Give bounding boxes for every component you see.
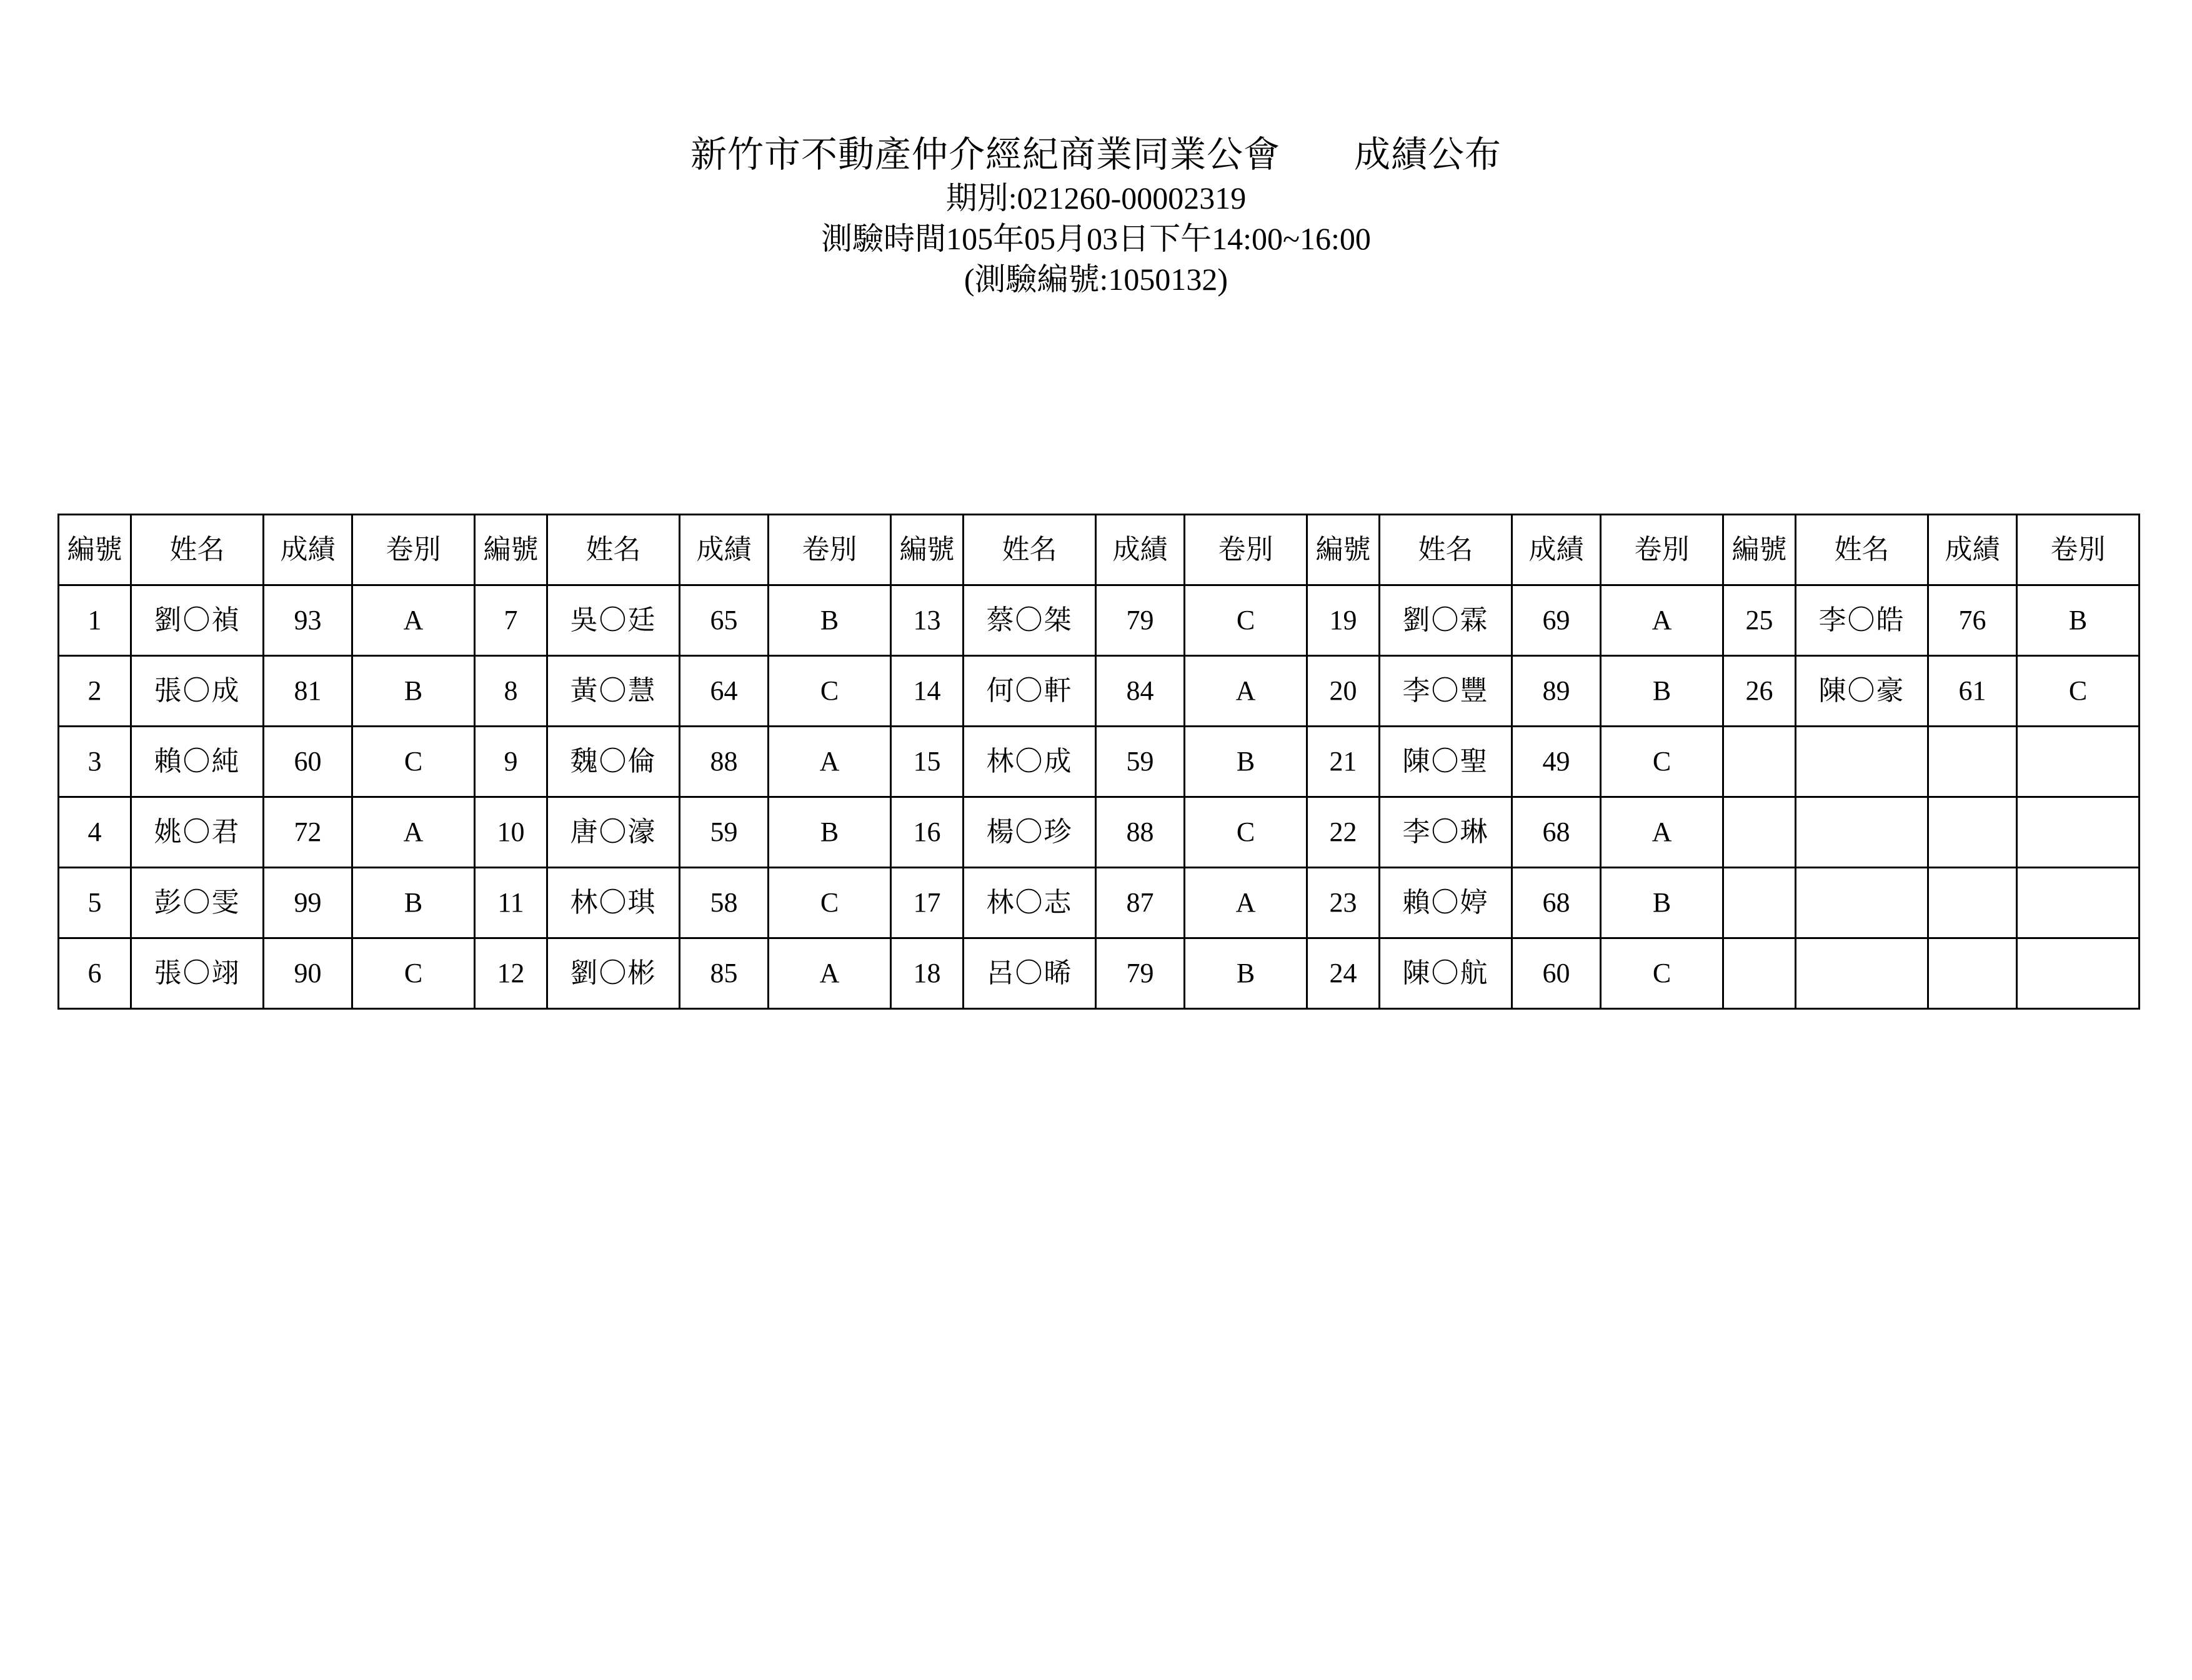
cell-id: 21 bbox=[1307, 727, 1380, 797]
cell-paper: B bbox=[352, 868, 475, 938]
cell-paper: C bbox=[769, 868, 891, 938]
document-title: 新竹市不動產仲介經紀商業同業公會 成績公布 bbox=[690, 134, 1502, 175]
results-table-head bbox=[59, 515, 2140, 585]
cell-score: 68 bbox=[1512, 797, 1601, 868]
cell-name: 陳〇豪 bbox=[1796, 656, 1928, 727]
cell-paper: B bbox=[1185, 727, 1307, 797]
cell-score: 60 bbox=[264, 727, 352, 797]
cell-paper: A bbox=[352, 585, 475, 656]
column-header-score: 成績 bbox=[264, 515, 352, 585]
cell-name: 吳〇廷 bbox=[547, 585, 680, 656]
cell-name: 魏〇倫 bbox=[547, 727, 680, 797]
cell-score: 87 bbox=[1096, 868, 1185, 938]
cell-score: 81 bbox=[264, 656, 352, 727]
cell-name: 陳〇聖 bbox=[1380, 727, 1512, 797]
results-table-wrapper bbox=[57, 514, 2138, 1010]
cell-score: 88 bbox=[1096, 797, 1185, 868]
cell-score: 59 bbox=[1096, 727, 1185, 797]
cell-name: 蔡〇桀 bbox=[964, 585, 1096, 656]
cell-id: 4 bbox=[59, 797, 131, 868]
cell-score: 79 bbox=[1096, 938, 1185, 1009]
cell-name: 劉〇彬 bbox=[547, 938, 680, 1009]
cell-paper: B bbox=[2017, 585, 2140, 656]
cell-score: 59 bbox=[680, 797, 769, 868]
cell-paper: B bbox=[1185, 938, 1307, 1009]
cell-name bbox=[1796, 868, 1928, 938]
cell-paper bbox=[2017, 727, 2140, 797]
cell-name: 彭〇雯 bbox=[131, 868, 264, 938]
column-header-paper: 卷別 bbox=[352, 515, 475, 585]
cell-id: 24 bbox=[1307, 938, 1380, 1009]
cell-score: 69 bbox=[1512, 585, 1601, 656]
cell-paper: C bbox=[1185, 797, 1307, 868]
cell-name: 李〇豐 bbox=[1380, 656, 1512, 727]
cell-name: 林〇琪 bbox=[547, 868, 680, 938]
column-header-score: 成績 bbox=[1096, 515, 1185, 585]
cell-id: 15 bbox=[891, 727, 964, 797]
cell-score bbox=[1928, 797, 2017, 868]
exam-time-line: 測驗時間105年05月03日下午14:00~16:00 bbox=[821, 221, 1371, 257]
cell-paper: B bbox=[769, 585, 891, 656]
cell-name: 劉〇禎 bbox=[131, 585, 264, 656]
cell-score: 99 bbox=[264, 868, 352, 938]
cell-id: 22 bbox=[1307, 797, 1380, 868]
exam-number-line: (測驗編號:1050132) bbox=[964, 262, 1228, 297]
cell-paper: B bbox=[769, 797, 891, 868]
cell-name bbox=[1796, 938, 1928, 1009]
cell-paper: A bbox=[769, 938, 891, 1009]
column-header-score: 成績 bbox=[680, 515, 769, 585]
table-row bbox=[59, 727, 2140, 797]
period-line: 期別:021260-00002319 bbox=[945, 181, 1247, 216]
table-row bbox=[59, 656, 2140, 727]
cell-id: 5 bbox=[59, 868, 131, 938]
cell-paper: A bbox=[1185, 656, 1307, 727]
cell-score: 58 bbox=[680, 868, 769, 938]
column-header-id: 編號 bbox=[1307, 515, 1380, 585]
cell-id: 1 bbox=[59, 585, 131, 656]
cell-name: 張〇成 bbox=[131, 656, 264, 727]
cell-name: 何〇軒 bbox=[964, 656, 1096, 727]
cell-name: 楊〇珍 bbox=[964, 797, 1096, 868]
cell-id: 18 bbox=[891, 938, 964, 1009]
cell-score: 90 bbox=[264, 938, 352, 1009]
cell-paper: C bbox=[2017, 656, 2140, 727]
cell-paper: A bbox=[352, 797, 475, 868]
column-header-name: 姓名 bbox=[1380, 515, 1512, 585]
table-row bbox=[59, 797, 2140, 868]
results-table bbox=[57, 514, 2140, 1010]
cell-id bbox=[1723, 938, 1796, 1009]
cell-name: 唐〇濠 bbox=[547, 797, 680, 868]
cell-score: 68 bbox=[1512, 868, 1601, 938]
cell-id: 14 bbox=[891, 656, 964, 727]
cell-score: 61 bbox=[1928, 656, 2017, 727]
cell-paper bbox=[2017, 797, 2140, 868]
column-header-id: 編號 bbox=[891, 515, 964, 585]
cell-score: 89 bbox=[1512, 656, 1601, 727]
cell-score bbox=[1928, 868, 2017, 938]
table-row bbox=[59, 938, 2140, 1009]
cell-score: 65 bbox=[680, 585, 769, 656]
cell-id: 6 bbox=[59, 938, 131, 1009]
cell-score: 84 bbox=[1096, 656, 1185, 727]
cell-id: 3 bbox=[59, 727, 131, 797]
cell-name: 黃〇慧 bbox=[547, 656, 680, 727]
cell-score: 79 bbox=[1096, 585, 1185, 656]
column-header-name: 姓名 bbox=[547, 515, 680, 585]
header-row bbox=[59, 515, 2140, 585]
cell-id: 16 bbox=[891, 797, 964, 868]
cell-name bbox=[1796, 727, 1928, 797]
cell-id: 17 bbox=[891, 868, 964, 938]
cell-score: 72 bbox=[264, 797, 352, 868]
cell-score: 88 bbox=[680, 727, 769, 797]
cell-score bbox=[1928, 727, 2017, 797]
cell-id bbox=[1723, 727, 1796, 797]
cell-name: 呂〇晞 bbox=[964, 938, 1096, 1009]
cell-id: 25 bbox=[1723, 585, 1796, 656]
column-header-name: 姓名 bbox=[1796, 515, 1928, 585]
cell-name: 林〇成 bbox=[964, 727, 1096, 797]
table-row bbox=[59, 585, 2140, 656]
cell-name: 張〇翊 bbox=[131, 938, 264, 1009]
cell-name: 劉〇霖 bbox=[1380, 585, 1512, 656]
column-header-paper: 卷別 bbox=[1601, 515, 1723, 585]
cell-name: 李〇琳 bbox=[1380, 797, 1512, 868]
cell-name: 賴〇純 bbox=[131, 727, 264, 797]
cell-id: 20 bbox=[1307, 656, 1380, 727]
cell-paper: B bbox=[352, 656, 475, 727]
cell-id: 10 bbox=[475, 797, 547, 868]
cell-id: 9 bbox=[475, 727, 547, 797]
document-page bbox=[0, 131, 2192, 1680]
cell-id: 12 bbox=[475, 938, 547, 1009]
cell-paper: A bbox=[1601, 797, 1723, 868]
cell-paper bbox=[2017, 938, 2140, 1009]
column-header-id: 編號 bbox=[475, 515, 547, 585]
column-header-name: 姓名 bbox=[131, 515, 264, 585]
cell-paper bbox=[2017, 868, 2140, 938]
column-header-name: 姓名 bbox=[964, 515, 1096, 585]
cell-score: 76 bbox=[1928, 585, 2017, 656]
cell-id: 19 bbox=[1307, 585, 1380, 656]
cell-name bbox=[1796, 797, 1928, 868]
document-header bbox=[0, 131, 2192, 300]
column-header-id: 編號 bbox=[1723, 515, 1796, 585]
cell-id bbox=[1723, 868, 1796, 938]
cell-score: 85 bbox=[680, 938, 769, 1009]
cell-name: 李〇皓 bbox=[1796, 585, 1928, 656]
cell-paper: A bbox=[769, 727, 891, 797]
cell-paper: C bbox=[1185, 585, 1307, 656]
cell-score bbox=[1928, 938, 2017, 1009]
cell-id: 13 bbox=[891, 585, 964, 656]
cell-name: 陳〇航 bbox=[1380, 938, 1512, 1009]
cell-name: 林〇志 bbox=[964, 868, 1096, 938]
cell-paper: B bbox=[1601, 656, 1723, 727]
column-header-id: 編號 bbox=[59, 515, 131, 585]
cell-id: 7 bbox=[475, 585, 547, 656]
table-row bbox=[59, 868, 2140, 938]
column-header-paper: 卷別 bbox=[1185, 515, 1307, 585]
cell-score: 64 bbox=[680, 656, 769, 727]
cell-paper: C bbox=[352, 727, 475, 797]
cell-name: 賴〇婷 bbox=[1380, 868, 1512, 938]
cell-id: 23 bbox=[1307, 868, 1380, 938]
cell-id: 11 bbox=[475, 868, 547, 938]
cell-id: 26 bbox=[1723, 656, 1796, 727]
cell-id bbox=[1723, 797, 1796, 868]
cell-paper: A bbox=[1185, 868, 1307, 938]
column-header-paper: 卷別 bbox=[2017, 515, 2140, 585]
cell-name: 姚〇君 bbox=[131, 797, 264, 868]
column-header-score: 成績 bbox=[1512, 515, 1601, 585]
cell-id: 8 bbox=[475, 656, 547, 727]
results-table-body bbox=[59, 585, 2140, 1009]
cell-paper: A bbox=[1601, 585, 1723, 656]
cell-id: 2 bbox=[59, 656, 131, 727]
column-header-paper: 卷別 bbox=[769, 515, 891, 585]
cell-score: 93 bbox=[264, 585, 352, 656]
cell-score: 60 bbox=[1512, 938, 1601, 1009]
cell-paper: C bbox=[769, 656, 891, 727]
cell-paper: C bbox=[352, 938, 475, 1009]
cell-paper: C bbox=[1601, 727, 1723, 797]
column-header-score: 成績 bbox=[1928, 515, 2017, 585]
cell-score: 49 bbox=[1512, 727, 1601, 797]
cell-paper: C bbox=[1601, 938, 1723, 1009]
cell-paper: B bbox=[1601, 868, 1723, 938]
